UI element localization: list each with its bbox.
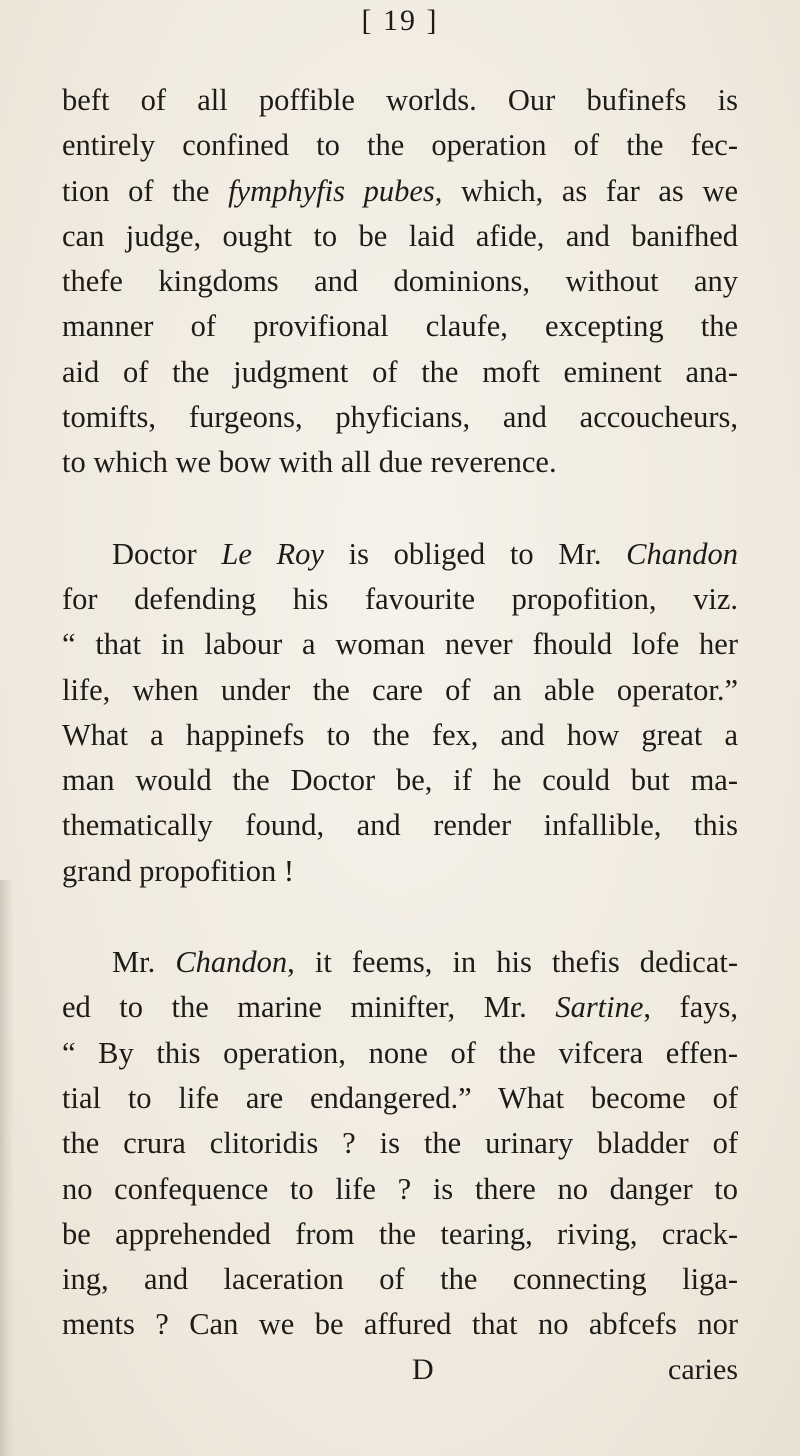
body-text <box>62 78 738 1392</box>
text-line: Mr. Chandon, it feems, in his thefis dedicat- <box>112 945 738 980</box>
text-line: tion of the fymphyfis pubes, which, as far as we <box>62 173 739 208</box>
page-footer <box>62 1348 738 1392</box>
paragraph-3 <box>62 940 738 1348</box>
text-line: can judge, ought to be laid afide, and banifhed <box>62 218 738 253</box>
text-line: “ that in labour a woman never fhould lofe her <box>62 627 738 662</box>
text-line: aid of the judgment of the moft eminent ana- <box>62 354 738 389</box>
paragraph-1 <box>62 78 738 486</box>
text-line: the crura clitoridis ? is the urinary bladder of <box>62 1126 738 1161</box>
paragraph-2 <box>62 532 738 894</box>
text-line: life, when under the care of an able operator.” <box>62 672 738 707</box>
text-line: entirely confined to the operation of the fec- <box>62 128 738 163</box>
text-line: ed to the marine minifter, Mr. Sartine, fays, <box>62 990 738 1025</box>
page-edge-shadow <box>0 880 14 1456</box>
text-line: What a happinefs to the fex, and how great a <box>62 717 738 752</box>
text-line: grand propofition ! <box>62 853 295 888</box>
text-line: beft of all poffible worlds. Our bufinefs is <box>62 83 738 117</box>
text-line: manner of provifional claufe, excepting the <box>62 309 738 344</box>
text-line: ments ? Can we be affured that no abfcefs nor <box>62 1307 738 1342</box>
text-line: tomifts, furgeons, phyficians, and accoucheurs, <box>62 400 738 435</box>
signature-mark: D <box>412 1352 434 1386</box>
page-number: [ 19 ] <box>361 4 439 37</box>
text-line: thematically found, and render infallible, this <box>62 808 738 843</box>
text-line: man would the Doctor be, if he could but ma- <box>62 763 738 798</box>
text-line: Doctor Le Roy is obliged to Mr. Chandon <box>112 536 738 571</box>
paragraph-gap <box>62 486 738 532</box>
text-line: no confequence to life ? is there no danger to <box>62 1171 738 1206</box>
text-line: ing, and laceration of the connecting liga- <box>62 1262 738 1297</box>
catchword: caries <box>668 1352 738 1386</box>
text-line: “ By this operation, none of the vifcera effen- <box>62 1035 738 1070</box>
paragraph-gap <box>62 894 738 940</box>
text-line: for defending his favourite propofition, viz. <box>62 581 738 616</box>
text-line: be apprehended from the tearing, riving, crack- <box>62 1216 738 1251</box>
text-line: to which we bow with all due reverence. <box>62 445 557 480</box>
text-line: thefe kingdoms and dominions, without any <box>62 264 738 299</box>
text-line: tial to life are endangered.” What become of <box>62 1080 738 1115</box>
